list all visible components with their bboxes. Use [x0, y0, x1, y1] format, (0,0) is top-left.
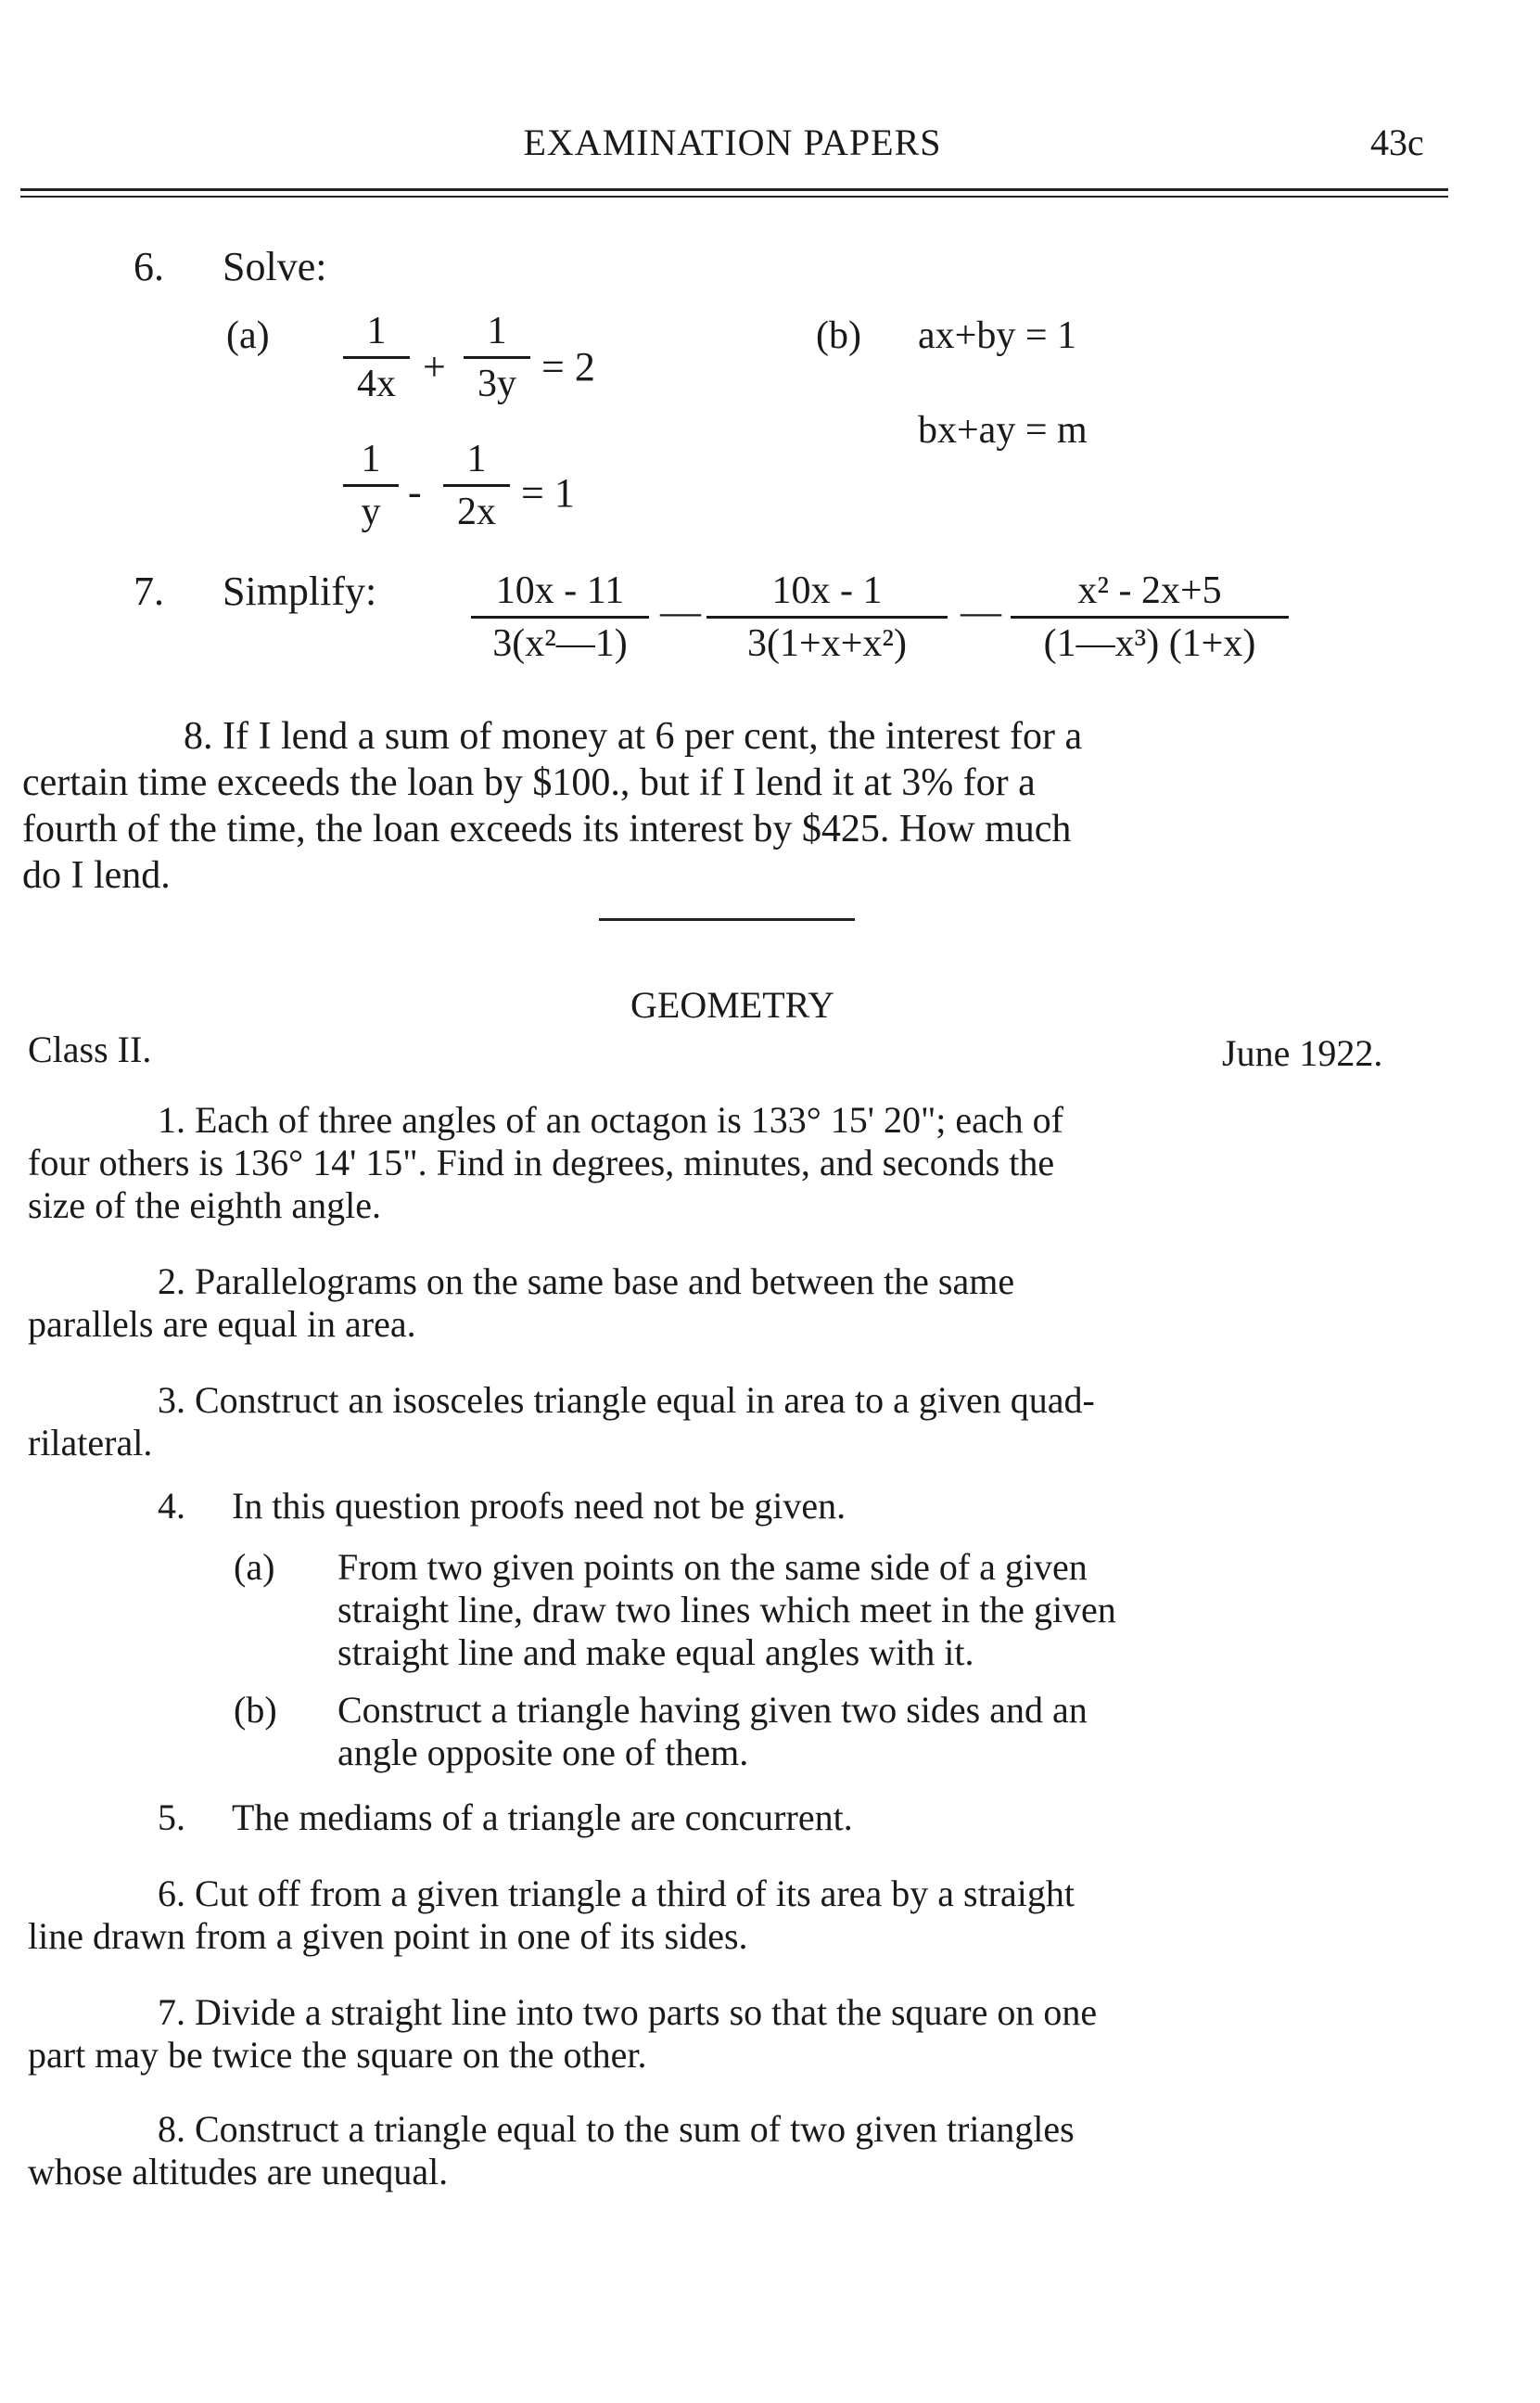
q6a-eq1-rhs: = 2 [541, 344, 595, 390]
q7-fraction-2 [706, 568, 948, 667]
q8-line-1: 8. If I lend a sum of money at 6 per cent, the interest for a [184, 715, 1083, 758]
geo-q7-line-1: 7. Divide a straight line into two parts so that the square on one [158, 1991, 1098, 2033]
q6-label: Solve: [223, 244, 327, 289]
fraction-numerator: 1 [466, 438, 487, 480]
geo-q2-line-2: parallels are equal in area. [28, 1303, 416, 1345]
header-rule-top [20, 188, 1448, 191]
geo-q4b-label: (b) [234, 1689, 277, 1731]
geometry-title: GEOMETRY [630, 984, 834, 1026]
q6a-eq2-fraction-2 [443, 436, 510, 535]
q6a-eq2-rhs: = 1 [521, 470, 575, 516]
geo-q4-number: 4. [158, 1485, 185, 1527]
q7-fraction-1 [471, 568, 649, 667]
fraction-denominator: 3(1+x+x²) [747, 622, 907, 665]
geometry-date: June 1922. [1222, 1032, 1383, 1074]
fraction-bar [471, 616, 649, 619]
fraction-numerator: 1 [361, 438, 381, 480]
fraction-numerator: 1 [487, 310, 507, 352]
fraction-denominator: (1—x³) (1+x) [1043, 622, 1256, 665]
q6a-eq1-fraction-1 [343, 308, 410, 407]
fraction-denominator: y [361, 491, 381, 533]
page-header-title: EXAMINATION PAPERS [523, 121, 942, 163]
q6a-eq2-operator: - [408, 469, 422, 515]
geo-q4-text: In this question proofs need not be given. [232, 1485, 846, 1527]
fraction-bar [464, 356, 530, 359]
geo-q2-line-1: 2. Parallelograms on the same base and between the same [158, 1260, 1015, 1302]
geo-q8-line-2: whose altitudes are unequal. [28, 2151, 449, 2192]
q6b-eq1: ax+by = 1 [918, 314, 1077, 357]
q8-line-2: certain time exceeds the loan by $100., but if I lend it at 3% for a [22, 761, 1036, 804]
geo-q8-line-1: 8. Construct a triangle equal to the sum of two given triangles [158, 2108, 1075, 2150]
geo-q7-line-2: part may be twice the square on the other. [28, 2034, 647, 2076]
geo-q3-line-2: rilateral. [28, 1422, 153, 1464]
geo-q4b-line-2: angle opposite one of them. [337, 1732, 749, 1773]
geo-q5-text: The mediams of a triangle are concurrent. [232, 1796, 853, 1838]
q6-number: 6. [134, 244, 164, 289]
fraction-numerator: 10x - 11 [495, 569, 625, 612]
geo-q3-line-1: 3. Construct an isosceles triangle equal in area to a given quad- [158, 1379, 1095, 1421]
q8-line-4: do I lend. [22, 854, 171, 897]
geo-q6-line-1: 6. Cut off from a given triangle a third of its area by a straight [158, 1873, 1075, 1914]
q6b-label: (b) [816, 314, 861, 357]
q6b-eq2: bx+ay = m [918, 409, 1088, 452]
geo-q4a-label: (a) [234, 1546, 275, 1588]
fraction-bar [343, 356, 410, 359]
geo-q4a-line-3: straight line and make equal angles with it. [337, 1631, 974, 1673]
section-divider [599, 918, 855, 921]
fraction-denominator: 3(x²—1) [492, 622, 628, 665]
geo-q6-line-2: line drawn from a given point in one of its sides. [28, 1915, 748, 1957]
geo-q5-number: 5. [158, 1796, 185, 1838]
fraction-bar [343, 484, 399, 487]
fraction-numerator: x² - 2x+5 [1077, 569, 1222, 612]
q7-label: Simplify: [223, 569, 377, 614]
q6a-label: (a) [226, 314, 270, 357]
q6a-eq1-fraction-2 [464, 308, 530, 407]
fraction-denominator: 4x [357, 363, 396, 405]
geo-q4b-line-1: Construct a triangle having given two sides and an [337, 1689, 1088, 1731]
fraction-numerator: 1 [366, 310, 387, 352]
fraction-numerator: 10x - 1 [771, 569, 883, 612]
geo-q1-line-2: four others is 136° 14' 15". Find in degrees, minutes, and seconds the [28, 1142, 1055, 1183]
q7-operator-2: — [961, 589, 1001, 634]
q7-number: 7. [134, 569, 164, 614]
geo-q4a-line-1: From two given points on the same side of a given [337, 1546, 1088, 1588]
fraction-bar [706, 616, 948, 619]
fraction-denominator: 2x [457, 491, 496, 533]
geo-q1-line-1: 1. Each of three angles of an octagon is 133° 15' 20"; each of [158, 1099, 1063, 1141]
fraction-denominator: 3y [477, 363, 516, 405]
q6a-eq2-fraction-1 [343, 436, 399, 535]
geo-q1-line-3: size of the eighth angle. [28, 1184, 381, 1226]
fraction-bar [443, 484, 510, 487]
fraction-bar [1011, 616, 1289, 619]
geo-q4a-line-2: straight line, draw two lines which meet in the given [337, 1589, 1116, 1630]
q8-line-3: fourth of the time, the loan exceeds its interest by $425. How much [22, 808, 1072, 850]
q7-fraction-3 [1011, 568, 1289, 667]
geometry-class: Class II. [28, 1029, 152, 1070]
page-number: 43c [1370, 121, 1424, 163]
q6a-eq1-operator: + [423, 344, 446, 390]
header-rule-bottom [20, 196, 1448, 198]
q7-operator-1: — [660, 589, 701, 634]
